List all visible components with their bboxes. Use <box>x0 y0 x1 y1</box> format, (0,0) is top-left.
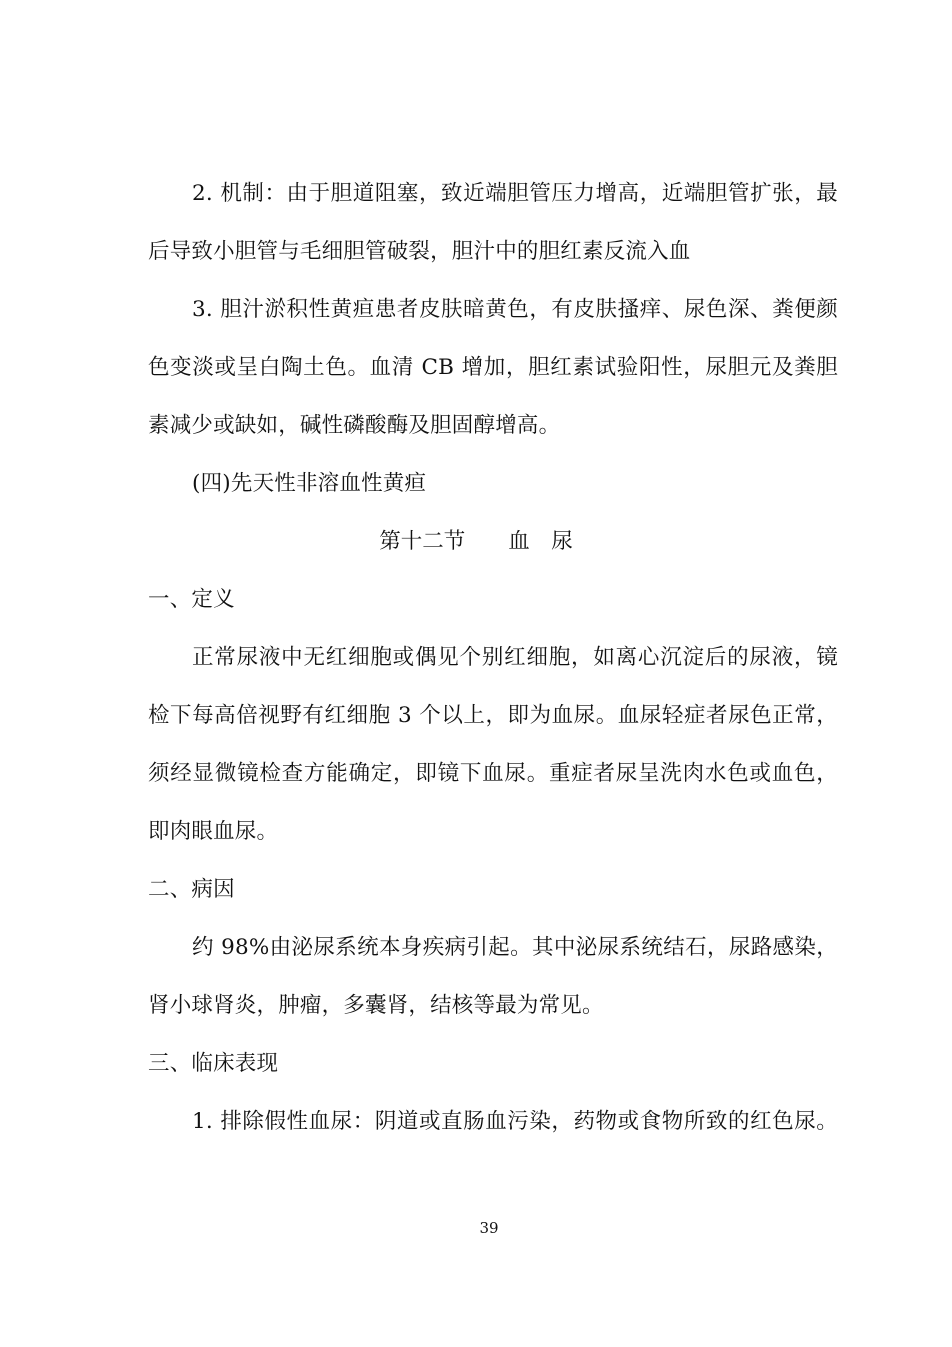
paragraph-line: 2. 机制：由于胆道阻塞，致近端胆管压力增高，近端胆管扩张，最 <box>192 181 838 206</box>
section-title: 第十二节 血 尿 <box>379 529 573 554</box>
paragraph-line: 肾小球肾炎，肿瘤，多囊肾，结核等最为常见。 <box>148 993 604 1018</box>
heading-etiology: 二、病因 <box>148 877 235 902</box>
heading-definition: 一、定义 <box>148 587 235 612</box>
page-number: 39 <box>479 1219 499 1237</box>
heading-clinical: 三、临床表现 <box>148 1051 279 1076</box>
paragraph-line: 素减少或缺如，碱性磷酸酶及胆固醇增高。 <box>148 413 561 438</box>
paragraph-line: 后导致小胆管与毛细胆管破裂，胆汁中的胆红素反流入血 <box>148 239 691 264</box>
paragraph-line: 检下每高倍视野有红细胞 3 个以上，即为血尿。血尿轻症者尿色正常， <box>148 703 838 728</box>
paragraph-line: 正常尿液中无红细胞或偶见个别红细胞，如离心沉淀后的尿液，镜 <box>192 645 838 670</box>
paragraph-line: 1. 排除假性血尿：阴道或直肠血污染，药物或食物所致的红色尿。 <box>192 1109 838 1134</box>
paragraph-line: 3. 胆汁淤积性黄疸患者皮肤暗黄色，有皮肤搔痒、尿色深、粪便颜 <box>192 297 838 322</box>
subsection-heading: (四)先天性非溶血性黄疸 <box>192 471 427 496</box>
paragraph-line: 约 98%由泌尿系统本身疾病引起。其中泌尿系统结石，尿路感染， <box>192 935 838 960</box>
paragraph-line: 即肉眼血尿。 <box>148 819 279 844</box>
paragraph-line: 色变淡或呈白陶土色。血清 CB 增加，胆红素试验阳性，尿胆元及粪胆 <box>148 355 838 380</box>
paragraph-line: 须经显微镜检查方能确定，即镜下血尿。重症者尿呈洗肉水色或血色， <box>148 761 838 786</box>
